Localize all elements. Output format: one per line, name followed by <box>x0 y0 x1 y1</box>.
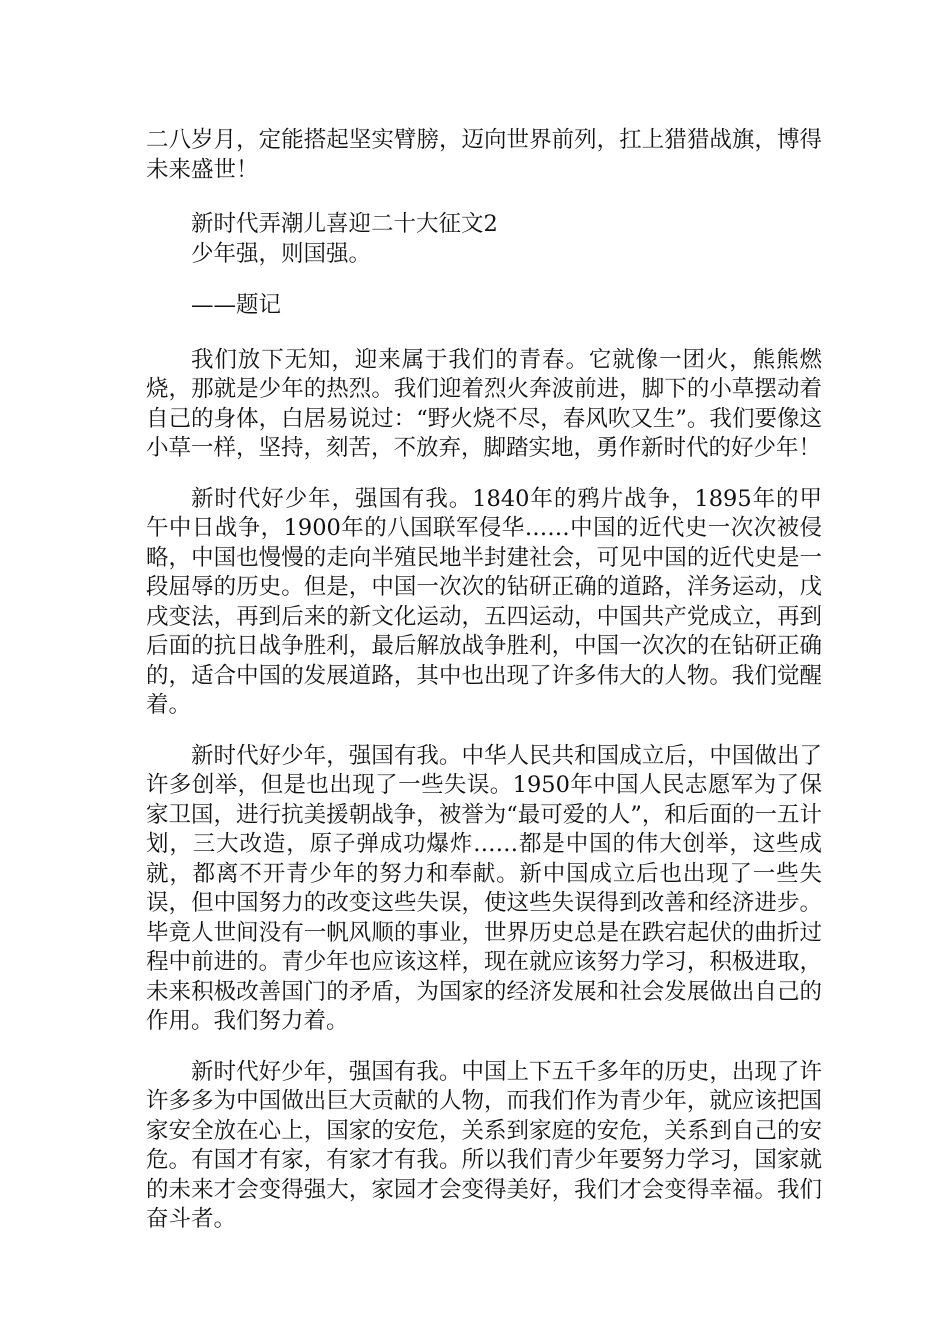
body-paragraph: 新时代好少年，强国有我。中华人民共和国成立后，中国做出了许多创举，但是也出现了一些失误。1950年中国人民志愿军为了保家卫国，进行抗美援朝战争，被誉为“最可爱的人”，和后面的一五计划，三大改造，原子弹成功爆炸……都是中国的伟大创举，这些成就，都离不开青少年的努力和奉献。新中国成立后也出现了一些失误，但中国努力的改变这些失误，使这些失误得到改善和经济进步。毕竟人世间没有一帆风顺的事业，世界历史总是在跌宕起伏的曲折过程中前进的。青少年也应该这样，现在就应该努力学习，积极进取，未来积极改善国门的矛盾，为国家的经济发展和社会发展做出自己的作用。我们努力着。 <box>146 742 822 1034</box>
paragraph-continued: 二八岁月，定能搭起坚实臂膀，迈向世界前列，扛上猎猎战旗，博得未来盛世！ <box>146 127 822 183</box>
body-paragraph: 新时代好少年，强国有我。中国上下五千多年的历史，出现了许许多多为中国做出巨大贡献的人物，而我们作为青少年，就应该把国家安全放在心上，国家的安危，关系到家庭的安危，关系到自己的安危。有国才有家，有家才有我。所以我们青少年要努力学习，国家就的未来才会变得强大，家园才会变得美好，我们才会变得幸福。我们奋斗者。 <box>146 1058 822 1232</box>
epigraph-attribution: ——题记 <box>191 292 282 318</box>
document-page <box>146 126 822 1235</box>
body-paragraph: 我们放下无知，迎来属于我们的青春。它就像一团火，熊熊燃烧，那就是少年的热烈。我们迎着烈火奔波前进，脚下的小草摆动着自己的身体，白居易说过：“野火烧不尽，春风吹又生”。我们要像这小草一样，坚持，刻苦，不放弃，脚踏实地，勇作新时代的好少年！ <box>146 346 822 461</box>
essay-title: 新时代弄潮儿喜迎二十大征文2 <box>191 211 498 237</box>
epigraph: 少年强，则国强。 <box>191 240 372 267</box>
body-paragraph: 新时代好少年，强国有我。1840年的鸦片战争，1895年的甲午中日战争，1900年的八国联军侵华……中国的近代史一次次被侵略，中国也慢慢的走向半殖民地半封建社会，可见中国的近代史是一段屈辱的历史。但是，中国一次次的钻研正确的道路，洋务运动，戊戌变法，再到后来的新文化运动，五四运动，中国共产党成立，再到后面的抗日战争胜利，最后解放战争胜利，中国一次次的在钻研正确的，适合中国的发展道路，其中也出现了许多伟大的人物。我们觉醒着。 <box>146 485 822 718</box>
